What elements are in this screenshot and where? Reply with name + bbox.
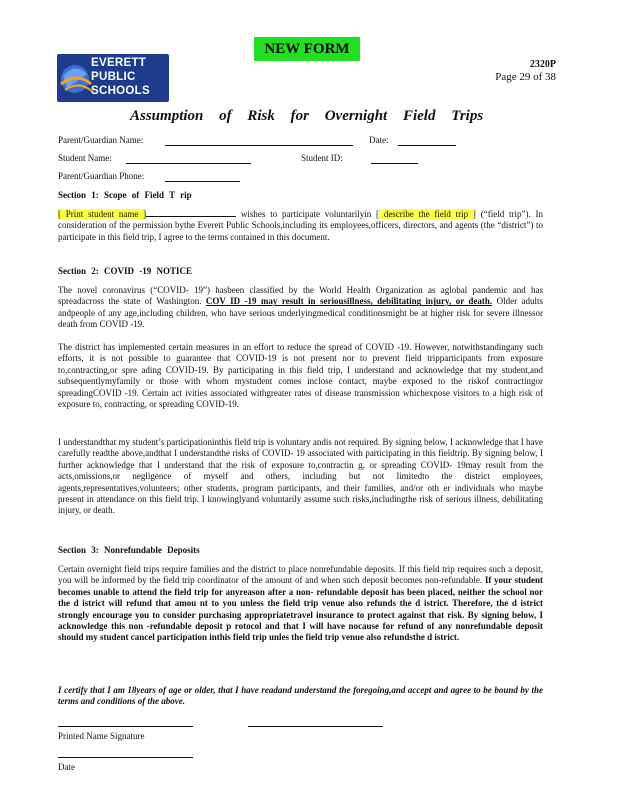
date-field[interactable]: [398, 145, 456, 146]
student-name-label: Student Name:: [58, 153, 112, 163]
logo-line-1: EVERETT: [91, 57, 147, 69]
covid-notice-text: The novel coronavirus (“COVID- 19”) hasbeen classified by the World Health Organization as aglobal pandemic and has spreadacross the state of Washington.: [58, 285, 543, 307]
date-signature-label: Date: [58, 762, 75, 772]
section-2-paragraph-3: I understandthat my student’s participationinthis field trip is voluntary andis not required. By signing below, I acknowledge that I have carefully readthe above,andthat I understandthe risks of COVID- 19 associated with participating in this fieldtrip. By signing below, I further acknowledge that I understand that the risk of exposure to,contractin g, or spreading COVID- 19may result from the acts,omissions,or negligence of myself and others, including but not limitedto the district employees, agents,representatives,volunteers; other students, program participants, and their families, and/or oth er individuals who maybe present in attendance on this field trip. I knowinglyand voluntarily assume such risks,includingthe risk of serious illness, debilitating injury, or death.: [58, 437, 543, 516]
parent-phone-field[interactable]: [165, 181, 240, 182]
district-logo: [57, 54, 169, 102]
signature-line[interactable]: [248, 726, 383, 727]
section-1-rest: (“field trip”). In consideration of the permission bythe Everett Public Schools,including its employees,officers, directors, and agents (the “district”) to participate in this field trip, I agree to the terms contained in this document.: [58, 209, 544, 242]
printed-name-signature-label: Printed Name Signature: [58, 731, 145, 741]
student-name-blank[interactable]: [146, 208, 236, 217]
deposit-text: Certain overnight field trips require families and the district to place nonrefundable deposits. If this field trip requires such a deposit, you will be informed by the field trip coordinator of the amount of and when such deposit becomes non-refundable.: [58, 564, 543, 586]
form-title: Assumption of Risk for Overnight Field Trips: [130, 108, 484, 124]
date-label: Date:: [369, 135, 389, 145]
parent-name-field[interactable]: [165, 145, 353, 146]
bracket-close: ]: [472, 209, 476, 219]
student-id-label: Student ID:: [301, 153, 343, 163]
section-3-text: [58, 564, 543, 644]
logo-line-2: PUBLIC: [91, 71, 136, 83]
section-3-heading: Section 3: Nonrefundable Deposits: [58, 545, 200, 555]
certify-text: I certify that I am 18years of age or older, that I have readand understand the foregoing,and accept and agree to be bound by the terms and conditions of the above.: [58, 685, 543, 707]
covid-warning: COV ID -19 may result in seriousillness, debilitating injury, or death.: [205, 296, 493, 307]
section-2-paragraph-2: The district has implemented certain measures in an effort to reduce the spread of COVID -19. However, notwithstandingany such efforts, it is not possible to guarantee that COVID-19 is not present nor to prevent field tripparticipants from exposure to,contracting,or spre ading COVID-19. By participating in this field trip, I understand and acknowledge that my student,and subsequentlymyfamily or those with whom mystudent comes inclose contact, maybe exposed to the riskof contractingor spreadingCOVID -19. Certain act ivities associated withgreater rates of disease transmission whichexpose visitors to a high risk of exposure to, contracting, or spreading COVID-19.: [58, 342, 543, 410]
document-number: 2320P: [529, 59, 556, 70]
parent-phone-label: Parent/Guardian Phone:: [58, 171, 145, 181]
logo-line-3: SCHOOLS: [91, 85, 150, 97]
logo-text: [91, 56, 150, 98]
section-1-heading: Section 1: Scope of Field T rip: [58, 190, 192, 200]
section-1-wishes: wishes to participate voluntarilyin [: [240, 209, 380, 219]
student-id-field[interactable]: [371, 163, 418, 164]
page-number: Page 29 of 38: [495, 71, 556, 83]
date-signature-line[interactable]: [58, 757, 193, 758]
section-2-paragraph-1: [58, 285, 543, 331]
section-2-heading: Section 2: COVID -19 NOTICE: [58, 266, 193, 276]
deposit-terms: If your student becomes unable to attend the field trip for anyreason after a non- refundable deposit has been placed, neither the school nor the d istrict will refund that amou nt to you unless the field trip venue also refunds the d istrict. Therefore, the d istrict strongly encourage you to consider purchasing appropriatetravel insurance to protect against that risk. By signing below, I acknowledge this non -refundable deposit p rotocol and that I will have nocause for refund of any nonrefundable deposit should my student cancel participation inthis field trip unles the field trip venue also refundsthe d istrict.: [58, 575, 543, 643]
new-form-banner: NEW FORM: [254, 37, 360, 61]
section-1-text: [58, 208, 543, 243]
parent-name-label: Parent/Guardian Name:: [58, 135, 144, 145]
printed-name-line[interactable]: [58, 726, 193, 727]
covid-risk-text: Older adults andpeople of any age,including children, who have serious underlyingmedical conditionsmight be at higher risk for severe illnessor death from COVID -19.: [58, 296, 543, 330]
print-student-name-placeholder[interactable]: [ Print student name ]: [58, 209, 147, 219]
describe-trip-placeholder[interactable]: describe the field trip: [379, 209, 473, 219]
student-name-field[interactable]: [126, 163, 251, 164]
